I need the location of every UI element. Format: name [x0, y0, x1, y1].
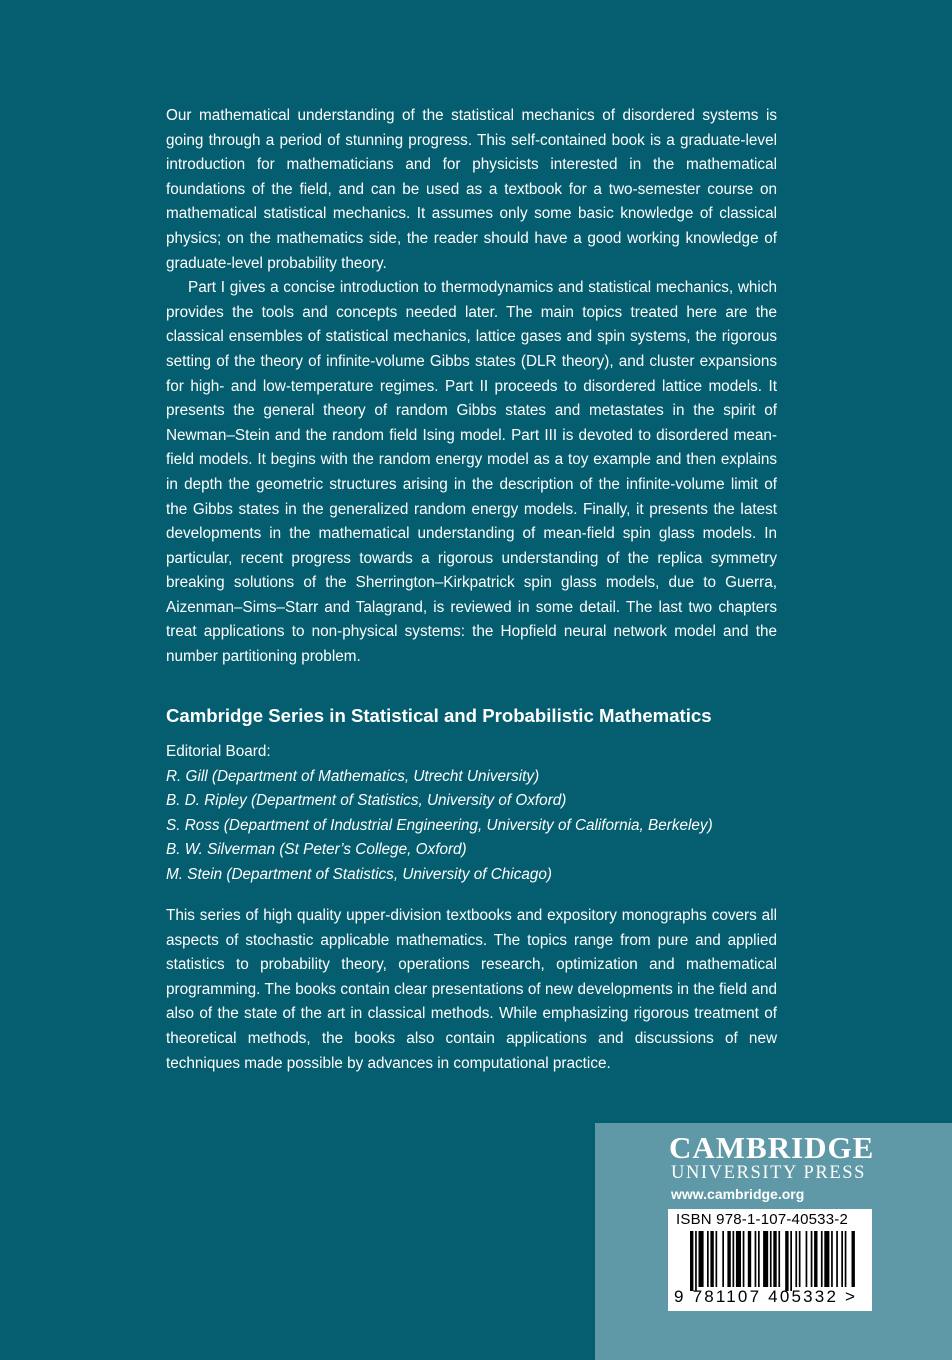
- barcode-bar: [736, 1231, 741, 1287]
- barcode-bar: [695, 1231, 697, 1291]
- barcode-bar: [831, 1231, 833, 1287]
- barcode-bar: [733, 1231, 735, 1287]
- blurb-paragraph-2: Part I gives a concise introduction to thermodynamics and statistical mechanics, which provides the tools and concepts needed later. The main topics treated here are the classical ensembles of statistical mechanics, lattice gases and spin systems, the rigorous setting of the theory of infinite-volume Gibbs states (DLR theory), and cluster expansions for high- and low-temperature regimes. Part II proceeds to disordered lattice models. It presents the general theory of random Gibbs states and metastates in the spirit of Newman–Stein and the random field Ising model. Part III is devoted to disordered mean-field models. It begins with the random energy model as a toy example and then explains in depth the geometric structures arising in the description of the infinite-volume limit of the Gibbs states in the generalized random energy models. Finally, it presents the latest developments in the mathematical understanding of mean-field spin glass models. In particular, recent progress towards a rigorous understanding of the replica symmetry breaking solutions of the Sherrington–Kirkpatrick spin glass models, due to Guerra, Aizenman–Sims–Starr and Talagrand, is reviewed in some detail. The last two chapters treat applications to non-physical systems: the Hopfield neural network model and the number partitioning problem.: [166, 279, 777, 666]
- barcode-bar: [795, 1231, 797, 1287]
- barcode-bar: [707, 1231, 709, 1287]
- barcode-bar: [710, 1231, 713, 1287]
- barcode-digits: 9 781107 405332 >: [674, 1287, 858, 1306]
- publisher-panel: [595, 1123, 952, 1360]
- board-member: B. W. Silverman (St Peter’s College, Oxford): [166, 841, 467, 859]
- barcode-bar: [785, 1231, 788, 1291]
- barcode-bar: [852, 1231, 855, 1287]
- barcode-bar: [778, 1231, 780, 1287]
- isbn-barcode: [668, 1209, 872, 1311]
- barcode-bar: [773, 1231, 776, 1287]
- barcode-bar: [841, 1231, 843, 1287]
- publisher-url: www.cambridge.org: [671, 1186, 805, 1202]
- barcode-bar: [824, 1231, 829, 1287]
- barcode-bar: [821, 1231, 823, 1287]
- barcode-bar: [845, 1231, 847, 1287]
- barcode-bar: [763, 1231, 768, 1287]
- barcode-bar: [716, 1231, 718, 1287]
- barcode-bar: [814, 1231, 817, 1287]
- series-title: Cambridge Series in Statistical and Probabilistic Mathematics: [166, 705, 712, 726]
- series-description: This series of high quality upper-division textbooks and expository monographs covers all aspects of stochastic applicable mathematics. The topics range from pure and applied statistics to probability theory, operations research, optimization and mathematical programming. The books contain clear presentations of new developments in the field and also of the state of the art in classical methods. While emphasizing rigorous treatment of theoretical methods, the books also contain applications and discussions of new techniques made possible by advances in computational practice.: [166, 907, 777, 1072]
- barcode-bar: [799, 1231, 801, 1287]
- barcode-bar: [755, 1231, 757, 1287]
- back-cover-blurb: [166, 104, 777, 670]
- editorial-board: [166, 740, 777, 888]
- board-member: B. D. Ripley (Department of Statistics, University of Oxford): [166, 792, 567, 810]
- editorial-board-label: Editorial Board:: [166, 743, 271, 760]
- barcode-bar: [758, 1231, 760, 1287]
- barcode-bar: [743, 1231, 745, 1287]
- publisher-logo-name: CAMBRIDGE: [669, 1130, 875, 1165]
- isbn-label: ISBN 978-1-107-40533-2: [676, 1211, 849, 1228]
- barcode-bar: [690, 1231, 693, 1291]
- barcode-bar: [836, 1231, 838, 1287]
- barcode-bar: [699, 1231, 704, 1287]
- barcode-bar: [770, 1231, 772, 1287]
- board-member: M. Stein (Department of Statistics, University of Chicago): [166, 865, 552, 883]
- barcode-bar: [806, 1231, 808, 1287]
- barcode-bar: [727, 1231, 730, 1287]
- barcode-bar: [722, 1231, 724, 1287]
- barcode-bar: [811, 1231, 813, 1287]
- blurb-paragraph-1: Our mathematical understanding of the statistical mechanics of disordered systems is going through a period of stunning progress. This self-contained book is a graduate-level introduction for mathematicians and for physicists interested in the mathematical foundations of the field, and can be used as a textbook for a two-semester course on mathematical statistical mechanics. It assumes only some basic knowledge of classical physics; on the mathematics side, the reader should have a good working knowledge of graduate-level probability theory.: [166, 107, 777, 272]
- barcode-bar: [748, 1231, 751, 1287]
- publisher-logo-subname: UNIVERSITY PRESS: [671, 1163, 867, 1183]
- board-member: R. Gill (Department of Mathematics, Utrecht University): [166, 767, 540, 785]
- barcode-bar: [790, 1231, 792, 1291]
- board-member: S. Ross (Department of Industrial Engineering, University of California, Berkeley): [166, 816, 713, 834]
